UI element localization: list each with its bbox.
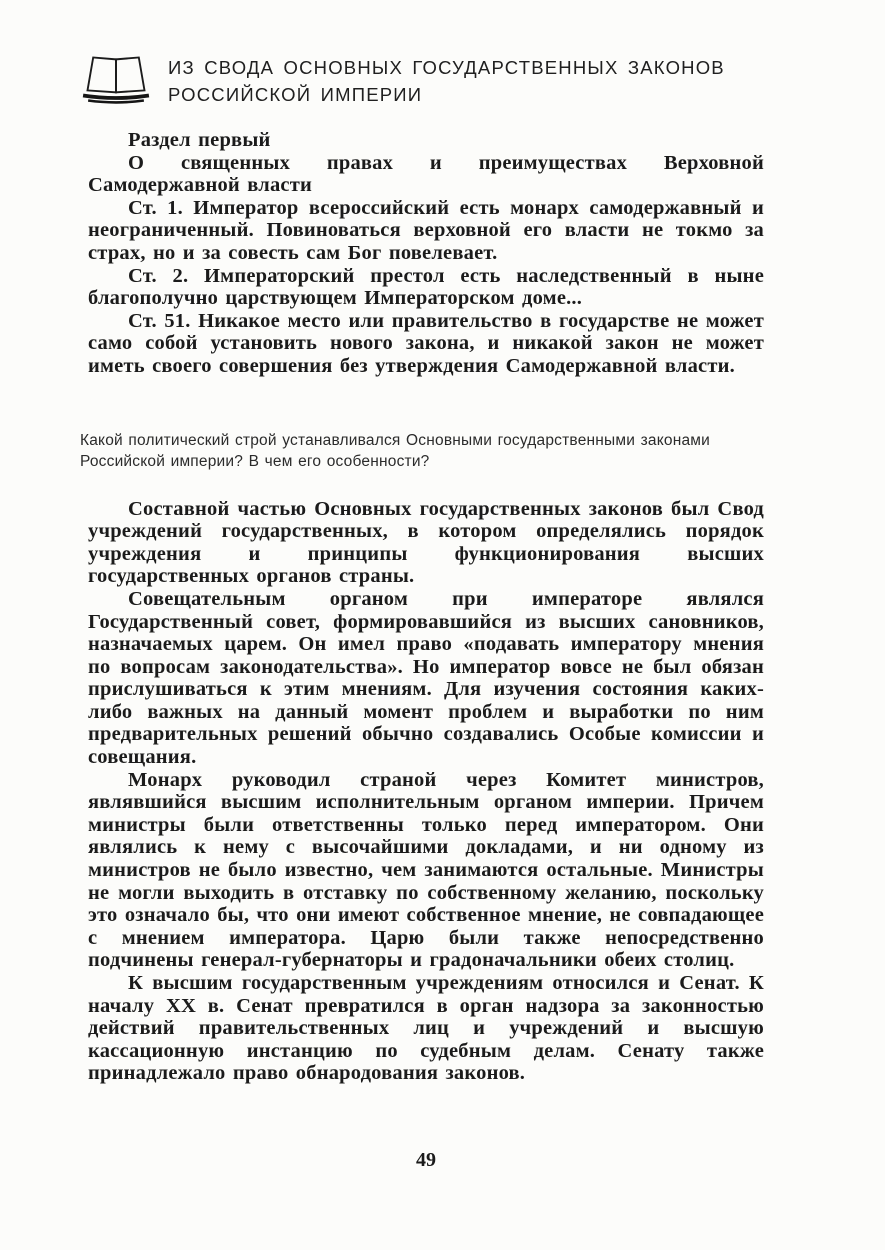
- body-paragraph-2: Совещательным органом при императоре являлся Государственный совет, формировавшийся из высших сановников, назначаемых царем. Он имел право «подавать императору мнения по вопросам законодательства». Но император вовсе не был обязан прислушиваться к этим мнениям. Для изучения состояния каких-либо важных на данный момент проблем и выработки по ним предварительных решений обычно создавались Особые комиссии и совещания.: [88, 587, 764, 769]
- excerpt-section-subheading: О священных правах и преимуществах Верховной Самодержавной власти: [88, 151, 764, 197]
- excerpt-article-51: Ст. 51. Никакое место или правительство в государстве не может само собой установить нового закона, и никакой закон не может иметь своего совершения без утверждения Самодержавной власти.: [88, 309, 764, 377]
- excerpt-article-2: Ст. 2. Императорский престол есть наследственный в ныне благополучно царствующем Императорском доме...: [88, 264, 764, 310]
- excerpt-section-heading: Раздел первый: [128, 129, 271, 151]
- page-number: 49: [416, 1149, 436, 1171]
- open-book-icon: [78, 48, 154, 115]
- study-question: Какой политический строй устанавливался Основными государственными законами Российской империи? В чем его особенности?: [80, 431, 710, 470]
- body-paragraph-1: Составной частью Основных государственных законов был Свод учреждений государственных, в котором определялись порядок учреждения и принципы функционирования высших государственных органов страны.: [88, 497, 764, 588]
- excerpt-article-1: Ст. 1. Император всероссийский есть монарх самодержавный и неограниченный. Повиноваться верховной его власти не токмо за страх, но и за совесть сам Бог повелевает.: [88, 196, 764, 264]
- main-text: [88, 498, 764, 1085]
- body-paragraph-3: Монарх руководил страной через Комитет министров, являвшийся высшим исполнительным органом империи. Причем министры были ответственны только перед императором. Они являлись к нему с высочайшими докладами, и ни одному из министров не было известно, чем занимаются остальные. Министры не могли выходить в отставку по собственному желанию, поскольку это означало бы, что они имеют собственное мнение, не совпадающее с мнением императора. Царю были также непосредственно подчинены генерал-губернаторы и градоначальники обеих столиц.: [88, 768, 765, 972]
- law-excerpt: [88, 129, 764, 378]
- document-title: [168, 48, 725, 108]
- document-title-line1: ИЗ СВОДА ОСНОВНЫХ ГОСУДАРСТВЕННЫХ ЗАКОНОВ: [168, 57, 725, 78]
- body-paragraph-4: К высшим государственным учреждениям относился и Сенат. К началу XX в. Сенат превратился в орган надзора за законностью действий правительственных лиц и учреждений и высшую кассационную инстанцию по судебным делам. Сенату также принадлежало право обнародования законов.: [88, 972, 764, 1085]
- document-title-line2: РОССИЙСКОЙ ИМПЕРИИ: [168, 84, 423, 105]
- section-header: [78, 48, 785, 115]
